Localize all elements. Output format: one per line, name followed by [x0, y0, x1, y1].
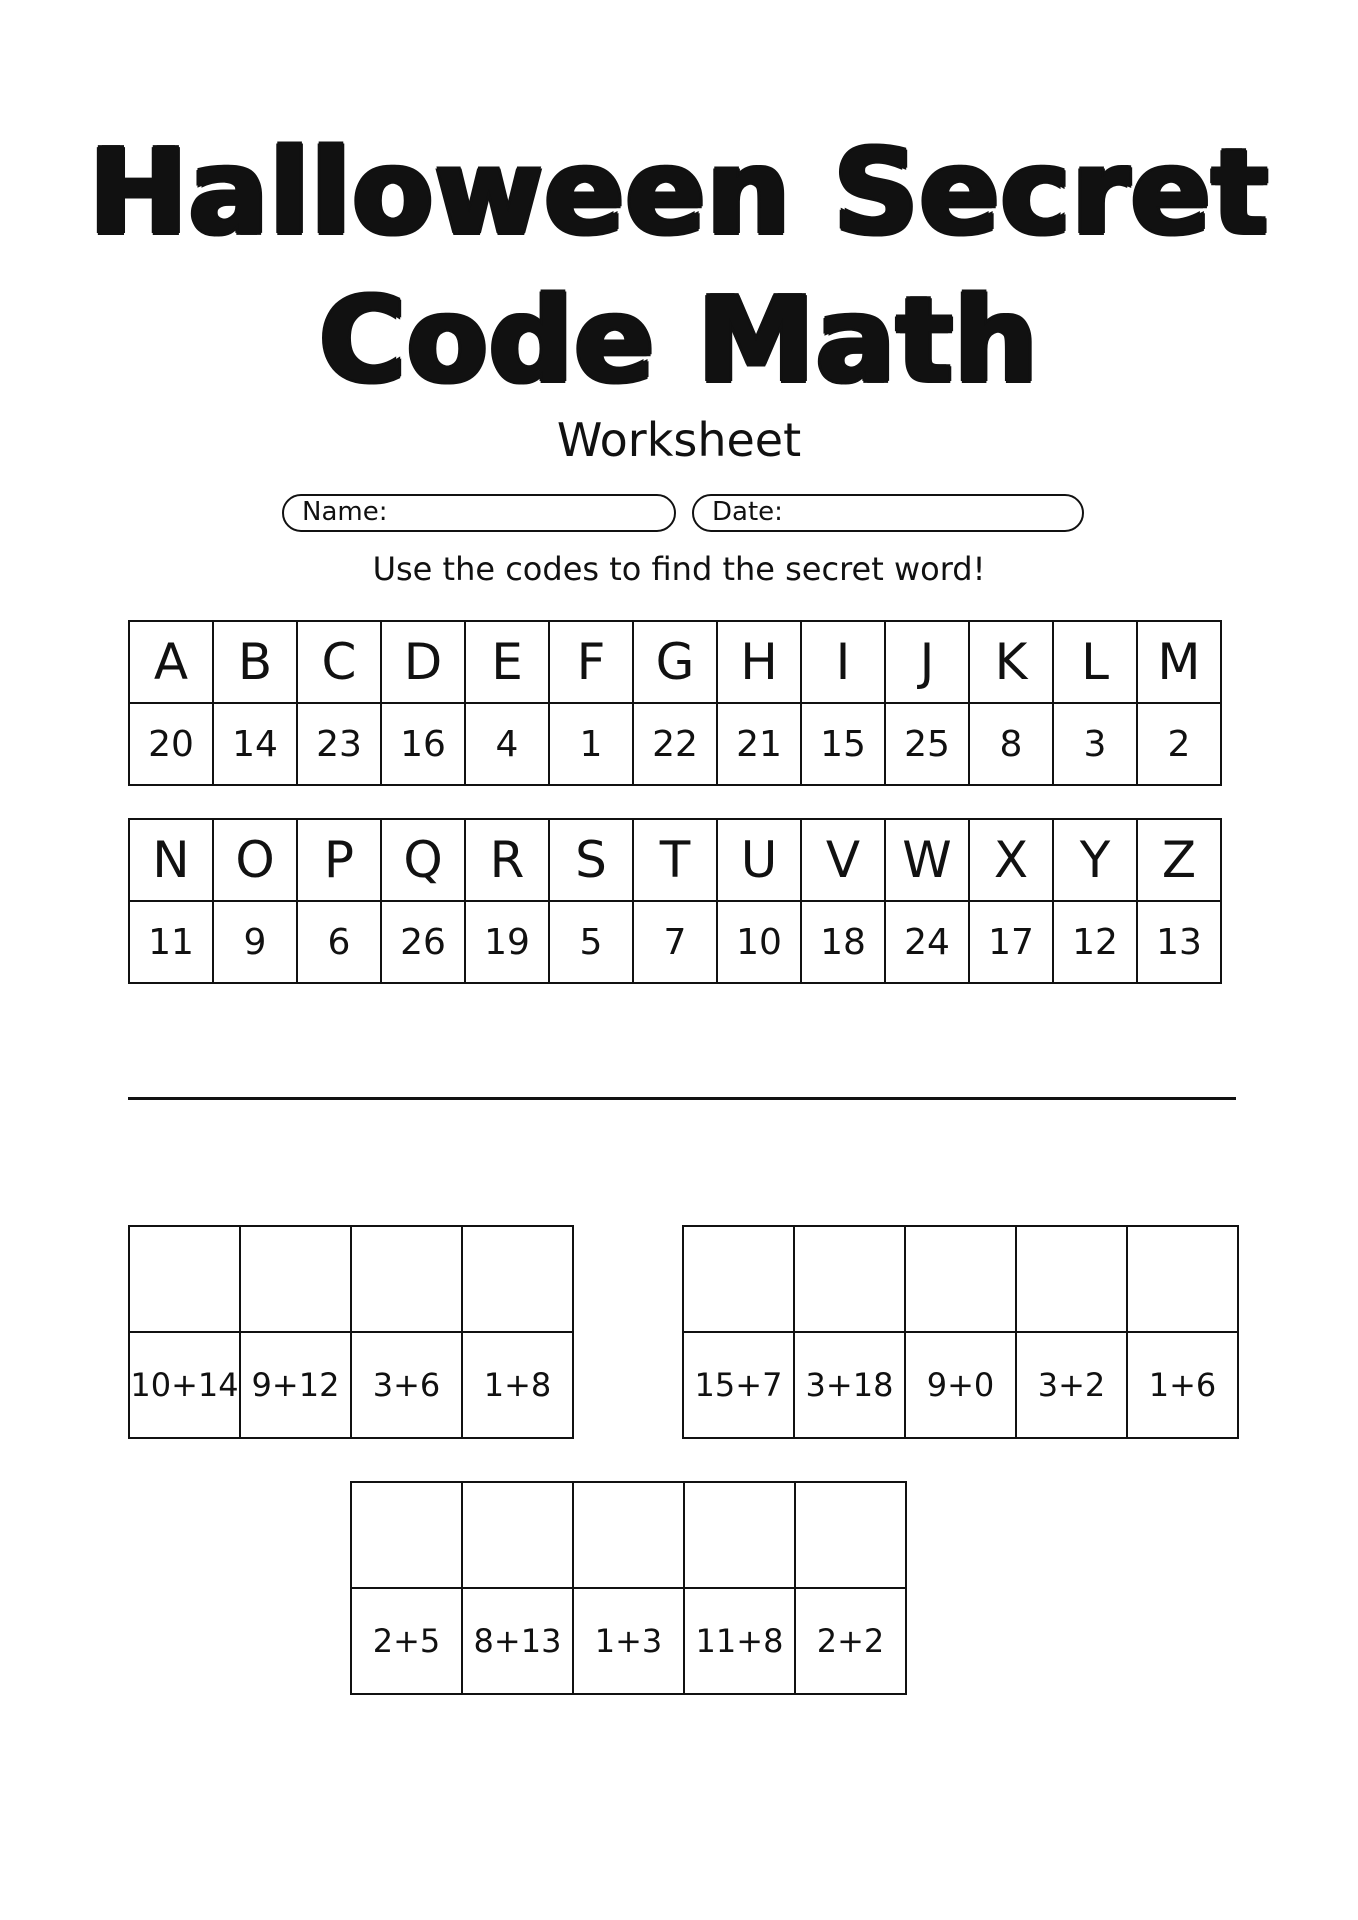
key-letter: U: [717, 819, 801, 901]
answer-box[interactable]: [129, 1226, 240, 1332]
key-code: 24: [885, 901, 969, 983]
expression-row: [351, 1588, 906, 1694]
key-letter: B: [213, 621, 297, 703]
answer-box[interactable]: [1127, 1226, 1238, 1332]
math-expression: 2+2: [795, 1588, 906, 1694]
answer-line[interactable]: [128, 1097, 1236, 1100]
key-letter: O: [213, 819, 297, 901]
key-letter: L: [1053, 621, 1137, 703]
key-code: 11: [129, 901, 213, 983]
key-code: 22: [633, 703, 717, 785]
key-letter: S: [549, 819, 633, 901]
key-code: 3: [1053, 703, 1137, 785]
key-letter: C: [297, 621, 381, 703]
puzzle-word-2: [682, 1225, 1239, 1439]
key-code: 15: [801, 703, 885, 785]
answer-box[interactable]: [683, 1226, 794, 1332]
key-code: 25: [885, 703, 969, 785]
key-letter: D: [381, 621, 465, 703]
key-code: 14: [213, 703, 297, 785]
math-expression: 11+8: [684, 1588, 795, 1694]
answer-box[interactable]: [905, 1226, 1016, 1332]
math-expression: 9+12: [240, 1332, 351, 1438]
answer-box[interactable]: [351, 1226, 462, 1332]
math-expression: 3+6: [351, 1332, 462, 1438]
answer-box[interactable]: [462, 1482, 573, 1588]
math-expression: 9+0: [905, 1332, 1016, 1438]
key-code: 1: [549, 703, 633, 785]
answer-box-row: [129, 1226, 573, 1332]
math-expression: 1+6: [1127, 1332, 1238, 1438]
key-letter: E: [465, 621, 549, 703]
name-field-label: Name:: [302, 497, 388, 527]
key-letter: P: [297, 819, 381, 901]
key-code: 4: [465, 703, 549, 785]
math-expression: 1+3: [573, 1588, 684, 1694]
key-letter: W: [885, 819, 969, 901]
math-expression: 2+5: [351, 1588, 462, 1694]
math-expression: 8+13: [462, 1588, 573, 1694]
key-code: 18: [801, 901, 885, 983]
key-code: 26: [381, 901, 465, 983]
key-letter: F: [549, 621, 633, 703]
key-letter: I: [801, 621, 885, 703]
key-letter: V: [801, 819, 885, 901]
worksheet-title: [0, 118, 1358, 414]
key-code: 9: [213, 901, 297, 983]
key-code: 19: [465, 901, 549, 983]
date-field[interactable]: [692, 494, 1084, 532]
key-letter: N: [129, 819, 213, 901]
answer-box-row: [683, 1226, 1238, 1332]
answer-box-row: [351, 1482, 906, 1588]
key-code: 21: [717, 703, 801, 785]
key-letter: T: [633, 819, 717, 901]
answer-box[interactable]: [462, 1226, 573, 1332]
worksheet-subtitle: Worksheet: [556, 413, 802, 467]
key-code: 17: [969, 901, 1053, 983]
answer-box[interactable]: [1016, 1226, 1127, 1332]
key-code: 2: [1137, 703, 1221, 785]
key-letter: R: [465, 819, 549, 901]
math-expression: 1+8: [462, 1332, 573, 1438]
title-line-1: Halloween Secret: [88, 123, 1270, 261]
key-letter: Y: [1053, 819, 1137, 901]
key-letter: X: [969, 819, 1053, 901]
key-letter: K: [969, 621, 1053, 703]
math-expression: 15+7: [683, 1332, 794, 1438]
key-letter: H: [717, 621, 801, 703]
key-code: 12: [1053, 901, 1137, 983]
title-line-2: Code Math: [319, 271, 1039, 409]
key-code: 5: [549, 901, 633, 983]
answer-box[interactable]: [573, 1482, 684, 1588]
code-key-letter-row: [129, 819, 1221, 901]
math-expression: 3+2: [1016, 1332, 1127, 1438]
expression-row: [129, 1332, 573, 1438]
code-key-number-row: [129, 703, 1221, 785]
math-expression: 3+18: [794, 1332, 905, 1438]
code-key-number-row: [129, 901, 1221, 983]
key-letter: A: [129, 621, 213, 703]
key-letter: J: [885, 621, 969, 703]
name-field[interactable]: [282, 494, 676, 532]
math-expression: 10+14: [129, 1332, 240, 1438]
key-code: 6: [297, 901, 381, 983]
key-code: 23: [297, 703, 381, 785]
code-key-table-2: [128, 818, 1222, 984]
code-key-letter-row: [129, 621, 1221, 703]
key-code: 16: [381, 703, 465, 785]
key-letter: M: [1137, 621, 1221, 703]
key-letter: G: [633, 621, 717, 703]
answer-box[interactable]: [240, 1226, 351, 1332]
key-code: 8: [969, 703, 1053, 785]
answer-box[interactable]: [351, 1482, 462, 1588]
key-code: 13: [1137, 901, 1221, 983]
puzzle-word-1: [128, 1225, 574, 1439]
code-key-table-1: [128, 620, 1222, 786]
key-code: 10: [717, 901, 801, 983]
expression-row: [683, 1332, 1238, 1438]
answer-box[interactable]: [795, 1482, 906, 1588]
date-field-label: Date:: [712, 497, 783, 527]
key-code: 20: [129, 703, 213, 785]
instruction-text: Use the codes to find the secret word!: [372, 550, 986, 588]
answer-box[interactable]: [794, 1226, 905, 1332]
key-letter: Z: [1137, 819, 1221, 901]
puzzle-word-3: [350, 1481, 907, 1695]
answer-box[interactable]: [684, 1482, 795, 1588]
key-letter: Q: [381, 819, 465, 901]
key-code: 7: [633, 901, 717, 983]
